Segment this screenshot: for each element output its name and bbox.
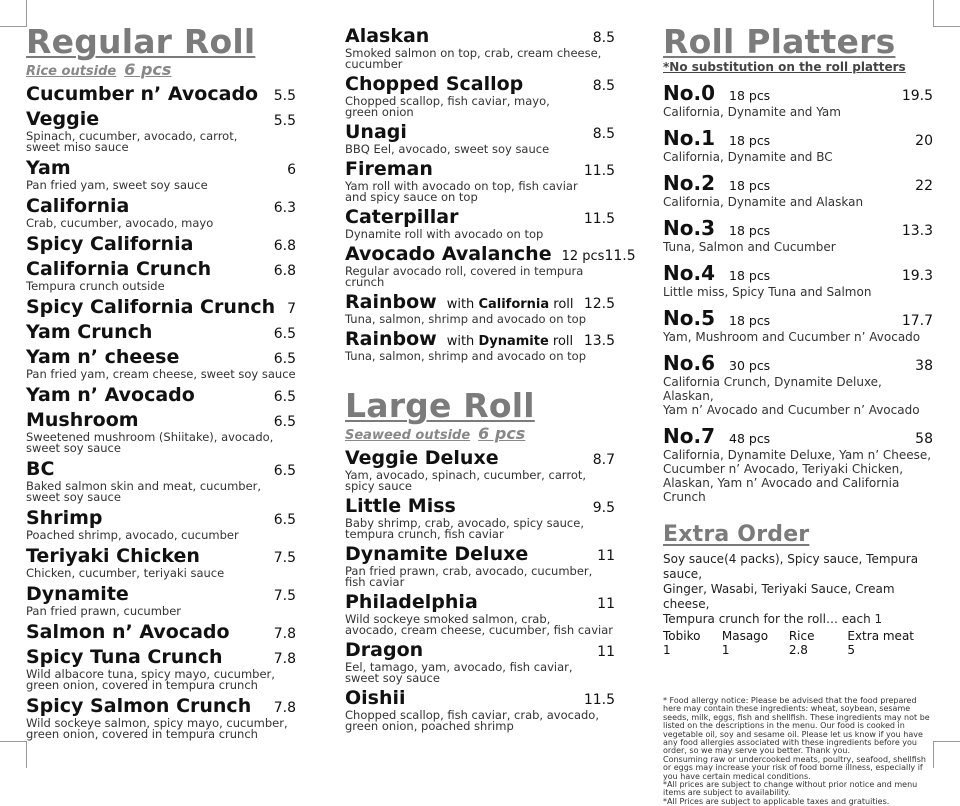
item-qualifier — [447, 297, 574, 312]
item-description: Regular avocado roll, covered in tempura crunch — [345, 264, 584, 289]
item-name: Spicy California Crunch — [26, 296, 276, 318]
item-name: Avocado Avalanche — [345, 243, 552, 265]
item-row — [345, 291, 615, 314]
item-name: Little Miss — [345, 495, 456, 517]
menu-item — [345, 206, 615, 242]
item-name: No.1 — [663, 126, 715, 150]
item-row — [345, 25, 615, 48]
item-pieces: 30 pcs — [729, 358, 771, 373]
item-name: Cucumber n’ Avocado — [26, 83, 259, 105]
menu-item — [26, 83, 296, 106]
item-description: California, Dynamite and BC — [663, 150, 833, 164]
item-row — [26, 621, 296, 644]
item-row — [26, 157, 296, 180]
menu-item — [345, 291, 615, 327]
qualifier-text: with — [446, 297, 475, 312]
item-price: 11.5 — [583, 211, 615, 227]
item-description: Chicken, cucumber, teriyaki sauce — [26, 566, 225, 580]
crop-mark-bottom-right — [933, 741, 960, 768]
item-row — [663, 262, 933, 285]
qualifier-roll-name: Dynamite — [478, 334, 549, 349]
item-row — [345, 121, 615, 144]
item-description: Tuna, salmon, shrimp and avocado on top — [345, 312, 587, 326]
item-row — [345, 206, 615, 229]
item-price: 6.5 — [273, 512, 296, 528]
item-price: 7.5 — [273, 588, 296, 604]
item-price: 12.5 — [583, 296, 615, 312]
menu-item — [345, 447, 615, 494]
platter-item — [663, 172, 933, 209]
middle-column — [345, 24, 636, 734]
item-name: Spicy Tuna Crunch — [26, 646, 223, 668]
item-price: 7.8 — [273, 651, 296, 667]
item-description: Tuna, salmon, shrimp and avocado on top — [345, 349, 587, 363]
menu-item — [345, 73, 615, 120]
item-row — [26, 545, 296, 568]
large-roll-title: Large Roll — [345, 386, 535, 425]
notice-taxes: *All Prices are subject to applicable taxes and gratuities. — [663, 796, 890, 806]
notice-raw-food: Consuming raw or undercooked meats, poultry, seafood, shellfish or eggs may increase your risk of food borne illness, especially if you have certain medical conditions. — [663, 754, 926, 781]
large-roll-subtitle: Seaweed outside 6 pcs — [345, 424, 526, 443]
item-row — [26, 646, 296, 669]
menu-item — [26, 458, 296, 505]
item-name: Yam Crunch — [26, 321, 153, 343]
item-row — [345, 447, 615, 470]
extra-order-text: Soy sauce(4 packs), Spicy sauce, Tempura sauce, Ginger, Wasabi, Teriyaki Sauce, Cream cheese, Tempura crunch for the roll… each 1 — [663, 552, 919, 626]
item-row — [663, 425, 933, 448]
item-row — [26, 108, 296, 131]
menu-item — [26, 321, 296, 344]
item-description: Wild sockeye smoked salmon, crab, avocado, cream cheese, cucumber, fish caviar — [345, 612, 613, 637]
item-description: BBQ Eel, avocado, sweet soy sauce — [345, 142, 550, 156]
menu-item — [345, 495, 615, 542]
item-price: 22 — [915, 178, 933, 194]
crop-mark-bottom-left — [0, 741, 27, 768]
item-price: 8.7 — [592, 452, 615, 468]
item-price: 6 — [287, 162, 296, 178]
menu-item — [26, 258, 296, 294]
item-name: BC — [26, 458, 55, 480]
item-name: No.0 — [663, 81, 715, 105]
item-name: Yam — [26, 157, 71, 179]
menu-item — [26, 233, 296, 256]
qualifier-text: 12 pcs — [561, 249, 605, 264]
item-row — [345, 639, 615, 662]
notice-price-change: *All prices are subject to change without prior notice and menu items are subject to availability. — [663, 780, 918, 798]
addon-tobiko: Tobiko 1 — [663, 629, 701, 657]
item-price: 6.8 — [273, 238, 296, 254]
item-price: 5.5 — [273, 88, 296, 104]
item-row — [345, 591, 615, 614]
item-name: Philadelphia — [345, 591, 478, 613]
extra-addons — [663, 629, 933, 657]
item-pieces: 48 pcs — [729, 431, 771, 446]
qualifier-roll-name: California — [478, 297, 550, 312]
item-pieces: 18 pcs — [729, 88, 771, 103]
item-price: 19.5 — [901, 88, 933, 104]
item-description: Baked salmon skin and meat, cucumber, sweet soy sauce — [26, 479, 262, 504]
item-description: Chopped scallop, fish caviar, crab, avocado, green onion, poached shrimp — [345, 708, 599, 733]
item-row — [345, 543, 615, 566]
menu-item — [26, 346, 296, 382]
platter-item — [663, 307, 933, 344]
item-name: Salmon n’ Avocado — [26, 621, 230, 643]
crop-mark-top-left — [0, 0, 27, 27]
item-description: Wild albacore tuna, spicy mayo, cucumber, green onion, covered in tempura crunch — [26, 667, 275, 692]
item-row — [26, 296, 296, 319]
menu-item — [345, 543, 615, 590]
item-price: 38 — [915, 358, 933, 374]
item-qualifier — [447, 334, 573, 349]
item-description: Dynamite roll with avocado on top — [345, 227, 544, 241]
item-description: Yam, Mushroom and Cucumber n’ Avocado — [663, 330, 921, 344]
item-name: No.6 — [663, 351, 715, 375]
item-description: Eel, tamago, yam, avocado, fish caviar, sweet soy sauce — [345, 660, 573, 685]
item-row — [345, 328, 615, 351]
item-description: California, Dynamite Deluxe, Yam n’ Cheese, Cucumber n’ Avocado, Teriyaki Chicken, Alaskan, Yam n’ Avocado and California Crunch — [663, 448, 932, 504]
qualifier-text: with — [446, 334, 475, 349]
item-row — [663, 352, 933, 375]
item-price: 20 — [915, 133, 933, 149]
item-name: Rainbow — [345, 328, 437, 350]
platters-note: *No substitution on the roll platters — [663, 60, 906, 74]
item-row — [663, 172, 933, 195]
item-name: Chopped Scallop — [345, 73, 524, 95]
item-pieces: 18 pcs — [729, 223, 771, 238]
menu-item — [26, 296, 296, 319]
roll-platters-title: Roll Platters — [663, 22, 896, 61]
item-row — [26, 83, 296, 106]
addon-rice: Rice 2.8 — [788, 629, 815, 657]
item-name: Spicy Salmon Crunch — [26, 695, 252, 717]
menu-item — [26, 695, 296, 742]
item-row — [26, 583, 296, 606]
item-name: Oishii — [345, 687, 406, 709]
item-name: Fireman — [345, 158, 433, 180]
item-description: Yam roll with avocado on top, fish caviar and spicy sauce on top — [345, 179, 578, 204]
large-roll-list — [345, 447, 615, 734]
item-name: No.5 — [663, 306, 715, 330]
item-description: Little miss, Spicy Tuna and Salmon — [663, 285, 872, 299]
platter-item — [663, 127, 933, 164]
menu-item — [26, 507, 296, 543]
item-name: Veggie — [26, 108, 100, 130]
item-description: Chopped scallop, fish caviar, mayo, green onion — [345, 94, 550, 119]
item-price: 6.5 — [273, 463, 296, 479]
item-pieces: 18 pcs — [729, 178, 771, 193]
item-row — [345, 495, 615, 518]
menu-item — [26, 384, 296, 407]
item-name: Spicy California — [26, 233, 194, 255]
item-row — [26, 233, 296, 256]
menu-item — [345, 687, 615, 734]
qualifier-tail: roll — [553, 297, 574, 312]
menu-item — [345, 591, 615, 638]
platter-item — [663, 262, 933, 299]
item-name: Mushroom — [26, 409, 139, 431]
item-row — [663, 307, 933, 330]
item-price: 7 — [287, 301, 296, 317]
item-price: 6.5 — [273, 414, 296, 430]
item-row — [26, 258, 296, 281]
item-description: Poached shrimp, avocado, cucumber — [26, 528, 239, 542]
item-description: Yam, avocado, spinach, cucumber, carrot, spicy sauce — [345, 468, 587, 493]
extra-order-title: Extra Order — [663, 522, 810, 547]
menu-item — [345, 328, 615, 364]
platter-item — [663, 425, 933, 504]
menu-item — [26, 409, 296, 456]
item-name: No.4 — [663, 261, 715, 285]
item-name: Teriyaki Chicken — [26, 545, 200, 567]
item-row — [26, 507, 296, 530]
item-price: 11.5 — [583, 692, 615, 708]
item-name: No.2 — [663, 171, 715, 195]
item-price: 6.3 — [273, 200, 296, 216]
platters-list — [663, 82, 933, 504]
item-price: 9.5 — [592, 500, 615, 516]
item-description: Pan fried prawn, crab, avocado, cucumber, fish caviar — [345, 564, 593, 589]
item-description: California, Dynamite and Alaskan — [663, 195, 864, 209]
menu-item — [345, 121, 615, 157]
item-price: 5.5 — [273, 113, 296, 129]
item-name: Dynamite — [26, 583, 129, 605]
item-price: 6.5 — [273, 326, 296, 342]
item-price: 11 — [597, 644, 615, 660]
item-name: California — [26, 195, 130, 217]
item-row — [26, 384, 296, 407]
item-price: 11 — [597, 596, 615, 612]
allergy-notice — [663, 697, 931, 806]
menu-item — [26, 545, 296, 581]
menu-item — [26, 108, 296, 155]
item-description: Spinach, cucumber, avocado, carrot, sweet miso sauce — [26, 129, 238, 154]
item-price: 11.5 — [583, 163, 615, 179]
regular-roll-column — [26, 24, 296, 742]
menu-item — [26, 195, 296, 231]
item-price: 17.7 — [901, 313, 933, 329]
item-name: No.7 — [663, 424, 715, 448]
regular-roll-list-continued — [345, 25, 636, 364]
item-price: 11.5 — [604, 248, 636, 264]
menu-item — [26, 646, 296, 693]
item-description: California Crunch, Dynamite Deluxe, Alaskan, Yam n’ Avocado and Cucumber n’ Avocado — [663, 375, 920, 417]
item-row — [345, 243, 636, 266]
qualifier-tail: roll — [552, 334, 574, 349]
menu-item — [345, 158, 615, 205]
notice-allergy: * Food allergy notice: Please be advised that the food prepared here may contain these ingredients: wheat, soybean, sesame seeds, milk, eggs, fish and shellfish. These ingredients may not be listed on the descriptions in the menu. Our food is cooked in vegetable oil, soy and sesame oil. Please let us know if you have any food allergies associated with these ingredients before you order, so we may serve you better. Thank you. — [663, 696, 930, 756]
item-price: 6.5 — [273, 389, 296, 405]
item-description: Tuna, Salmon and Cucumber — [663, 240, 836, 254]
item-price: 6.8 — [273, 263, 296, 279]
item-qualifier — [562, 249, 605, 264]
menu-item — [345, 25, 615, 72]
menu-item — [26, 621, 296, 644]
regular-roll-title: Regular Roll — [26, 22, 256, 61]
item-price: 58 — [915, 431, 933, 447]
item-row — [26, 409, 296, 432]
item-name: Rainbow — [345, 291, 437, 313]
item-name: Shrimp — [26, 507, 103, 529]
item-name: Dynamite Deluxe — [345, 543, 529, 565]
menu-item — [26, 583, 296, 619]
item-price: 6.5 — [273, 351, 296, 367]
item-name: Yam n’ Avocado — [26, 384, 195, 406]
item-price: 7.8 — [273, 626, 296, 642]
item-price: 7.5 — [273, 550, 296, 566]
item-price: 8.5 — [592, 126, 615, 142]
item-row — [26, 321, 296, 344]
item-row — [663, 127, 933, 150]
item-price: 13.5 — [583, 333, 615, 349]
regular-roll-subtitle: Rice outside 6 pcs — [26, 60, 172, 79]
regular-roll-list — [26, 83, 296, 742]
item-row — [663, 82, 933, 105]
item-description: Pan fried yam, cream cheese, sweet soy sauce — [26, 367, 296, 381]
item-name: Caterpillar — [345, 206, 459, 228]
item-description: Pan fried prawn, cucumber — [26, 604, 182, 618]
platter-item — [663, 82, 933, 119]
item-name: California Crunch — [26, 258, 212, 280]
item-row — [663, 217, 933, 240]
item-name: Yam n’ cheese — [26, 346, 180, 368]
menu-item — [26, 157, 296, 193]
item-price: 19.3 — [901, 268, 933, 284]
item-row — [26, 458, 296, 481]
item-row — [26, 695, 296, 718]
item-name: Unagi — [345, 121, 407, 143]
item-description: Crab, cucumber, avocado, mayo — [26, 216, 214, 230]
item-name: No.3 — [663, 216, 715, 240]
item-description: Sweetened mushroom (Shiitake), avocado, sweet soy sauce — [26, 430, 274, 455]
item-description: Wild sockeye salmon, spicy mayo, cucumber, green onion, covered in tempura crunch — [26, 716, 288, 741]
item-description: Pan fried yam, sweet soy sauce — [26, 178, 208, 192]
item-name: Dragon — [345, 639, 424, 661]
item-description: Baby shrimp, crab, avocado, spicy sauce, tempura crunch, fish caviar — [345, 516, 584, 541]
crop-mark-top-right — [933, 0, 960, 27]
item-price: 8.5 — [592, 30, 615, 46]
item-row — [345, 73, 615, 96]
platters-column — [663, 24, 933, 806]
platter-item — [663, 352, 933, 417]
item-description: Smoked salmon on top, crab, cream cheese, cucumber — [345, 46, 602, 71]
item-price: 8.5 — [592, 78, 615, 94]
item-pieces: 18 pcs — [729, 133, 771, 148]
item-row — [26, 195, 296, 218]
platter-item — [663, 217, 933, 254]
menu-item — [345, 639, 615, 686]
item-price: 11 — [597, 548, 615, 564]
item-pieces: 18 pcs — [729, 268, 771, 283]
item-pieces: 18 pcs — [729, 313, 771, 328]
menu-item — [345, 243, 636, 290]
item-price: 13.3 — [901, 223, 933, 239]
item-row — [345, 158, 615, 181]
addon-extra-meat: Extra meat 5 — [847, 629, 914, 657]
item-description: Tempura crunch outside — [26, 279, 165, 293]
item-description: California, Dynamite and Yam — [663, 105, 841, 119]
item-row — [345, 687, 615, 710]
item-price: 7.8 — [273, 700, 296, 716]
addon-masago: Masago 1 — [721, 629, 769, 657]
item-name: Veggie Deluxe — [345, 447, 499, 469]
item-name: Alaskan — [345, 25, 430, 47]
item-row — [26, 346, 296, 369]
